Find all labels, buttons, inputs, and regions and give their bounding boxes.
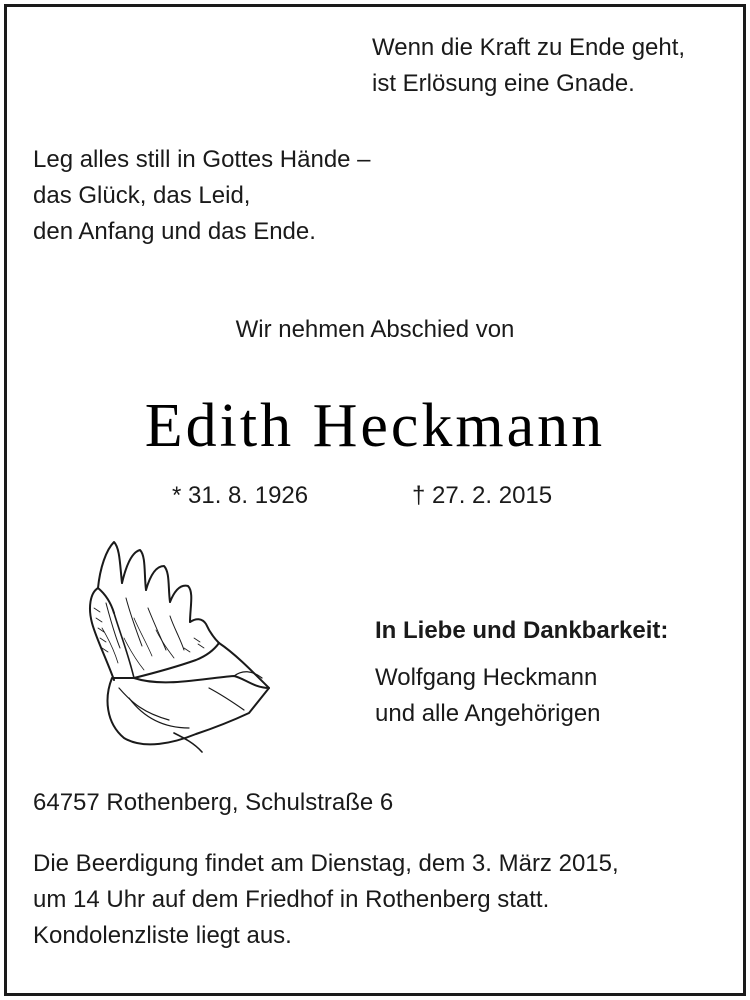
thanks-heading: In Liebe und Dankbarkeit: [375,617,669,644]
mourners-list [375,660,601,732]
quote-line: den Anfang und das Ende. [33,218,316,245]
mourner-line: und alle Angehörigen [375,700,601,727]
quote-line: Leg alles still in Gottes Hände – [33,146,371,173]
farewell-intro: Wir nehmen Abschied von [235,316,515,343]
birth-date: * 31. 8. 1926 [172,482,309,509]
left-quote [33,142,371,250]
quote-line: das Glück, das Leid, [33,182,251,209]
death-date: † 27. 2. 2015 [412,482,553,509]
praying-hands-icon [84,538,274,753]
address: 64757 Rothenberg, Schulstraße 6 [33,789,394,816]
quote-line: Wenn die Kraft zu Ende geht, [372,34,686,61]
funeral-line: Die Beerdigung findet am Dienstag, dem 3. März 2015, [33,850,619,877]
funeral-notice [33,846,619,954]
quote-line: ist Erlösung eine Gnade. [372,70,635,97]
mourner-line: Wolfgang Heckmann [375,664,598,691]
deceased-name: Edith Heckmann [144,392,606,460]
funeral-line: um 14 Uhr auf dem Friedhof in Rothenberg statt. [33,886,550,913]
funeral-line: Kondolenzliste liegt aus. [33,922,292,949]
top-quote [372,30,685,102]
